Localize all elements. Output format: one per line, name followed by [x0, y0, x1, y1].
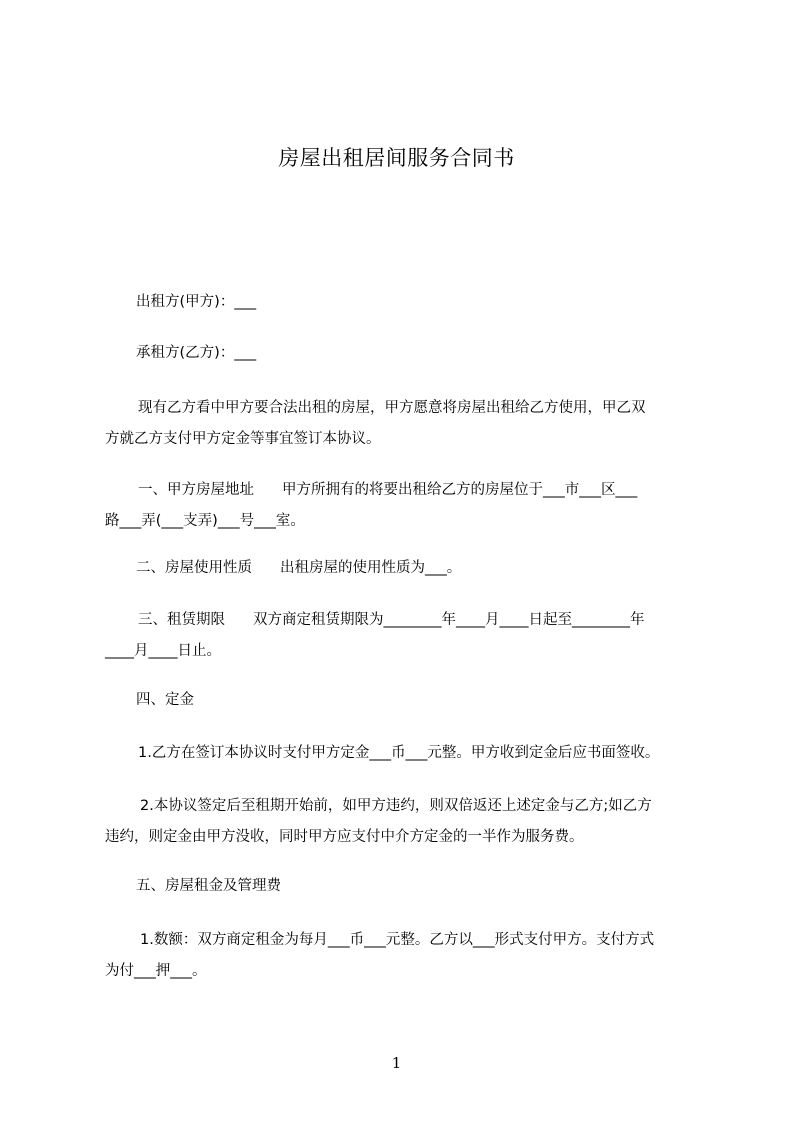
intro-line-1: 现有乙方看中甲方要合法出租的房屋，甲方愿意将房屋出租给乙方使用，甲乙双 — [138, 400, 646, 416]
section-3-text-2: ____月____日止。 — [105, 643, 221, 659]
lessee-text: 承租方(乙方)：___ — [136, 345, 257, 361]
page-number: 1 — [391, 1054, 402, 1072]
section-2-line — [105, 553, 705, 584]
section-1-text-1: 甲方所拥有的将要出租给乙方的房屋位于___市___区___ — [282, 482, 638, 498]
section-4-heading: 四、定金 — [136, 692, 194, 708]
section-5-heading: 五、房屋租金及管理费 — [136, 878, 281, 894]
intro-line-2: 方就乙方支付甲方定金等事宜签订本协议。 — [105, 431, 381, 447]
section-5-item-1-line-2: 为付___押___。 — [105, 963, 207, 979]
section-1-first-line — [105, 475, 705, 506]
section-1-text-2: 路___弄(___支弄)___号___室。 — [105, 513, 305, 529]
section-5-item-1-line-1: 1.数额：双方商定租金为每月___币___元整。乙方以___形式支付甲方。支付方式 — [140, 932, 655, 948]
section-4-heading-line — [105, 685, 705, 716]
lessee-line — [105, 338, 705, 369]
section-4-item-1-text: 1.乙方在签订本协议时支付甲方定金___币___元整。甲方收到定金后应书面签收。 — [138, 745, 660, 761]
section-4-item-1 — [105, 738, 705, 769]
intro-paragraph — [105, 393, 705, 455]
lessor-line — [105, 287, 705, 318]
section-3-paragraph — [105, 605, 705, 667]
section-1-heading: 一、甲方房屋地址 — [138, 482, 254, 498]
document-title: 房屋出租居间服务合同书 — [278, 146, 515, 170]
section-3-heading: 三、租赁期限 — [138, 612, 225, 628]
section-2-text: 出租房屋的使用性质为___。 — [280, 560, 462, 576]
section-3-first-line — [105, 605, 705, 636]
section-2-heading: 二、房屋使用性质 — [136, 560, 252, 576]
section-4-item-2-line-1: 2.本协议签定后至租期开始前，如甲方违约，则双倍返还上述定金与乙方;如乙方 — [140, 798, 652, 814]
lessor-text: 出租方(甲方)：___ — [136, 294, 257, 310]
section-4-item-2-line-2: 违约，则定金由甲方没收，同时甲方应支付中介方定金的一半作为服务费。 — [105, 829, 584, 845]
section-2-paragraph — [105, 553, 705, 584]
section-5-item-1 — [105, 925, 705, 987]
section-3-text-1: 双方商定租赁期限为________年____月____日起至________年 — [253, 612, 645, 628]
section-5-heading-line — [105, 871, 705, 902]
section-4-item-2 — [105, 791, 705, 853]
section-1-paragraph — [105, 475, 705, 537]
